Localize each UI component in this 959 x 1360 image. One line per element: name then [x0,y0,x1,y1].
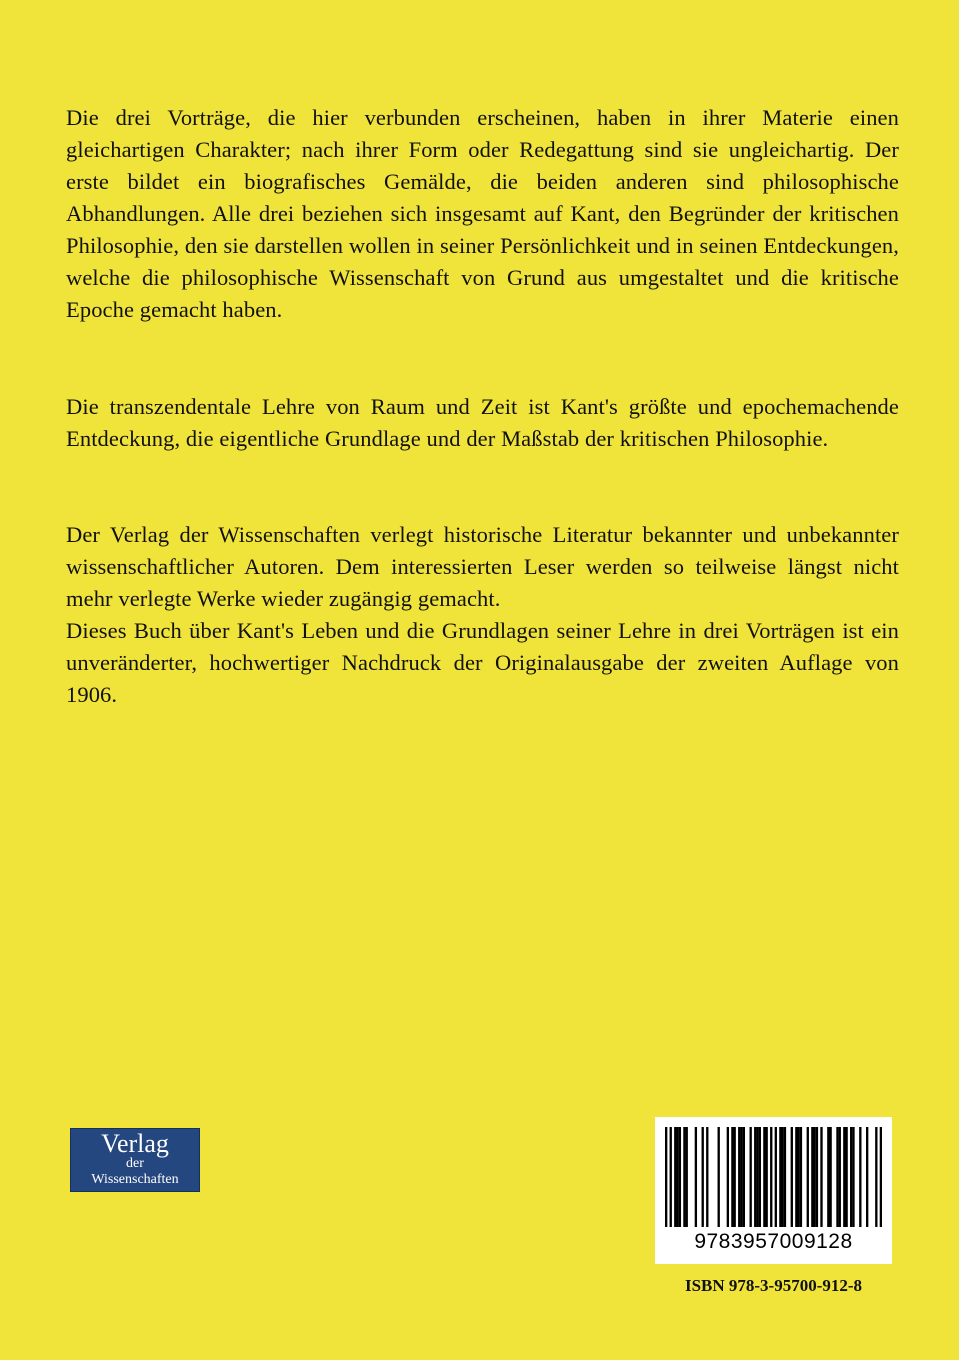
barcode-bar [763,1127,765,1227]
barcode-bar [795,1127,797,1227]
barcode-bar [850,1127,852,1227]
isbn-label: ISBN 978-3-95700-912-8 [684,1276,863,1295]
barcode-bar [816,1127,818,1227]
barcode-bar [775,1127,777,1227]
barcode-bar [781,1127,783,1227]
barcode-bar [740,1127,742,1227]
barcode-bar [743,1127,745,1227]
barcode-bar [759,1127,761,1227]
barcode-bar [731,1127,733,1227]
barcode-bar [727,1127,729,1227]
barcode-bar [866,1127,868,1227]
barcode-bar [756,1127,758,1227]
barcode-bar [811,1127,813,1227]
publisher-logo [70,1128,200,1192]
barcode-bar [813,1127,815,1227]
barcode-bar [800,1127,802,1227]
logo-line-verlag: Verlag [101,1129,169,1158]
barcode-bar [820,1127,822,1227]
barcode-bar [766,1127,768,1227]
barcode-bar [683,1127,685,1227]
logo-line-der: der [126,1156,144,1171]
barcode-bar [676,1127,678,1227]
description-paragraph-1 [66,102,899,326]
barcode-bar [875,1127,877,1227]
barcode-bar [829,1127,831,1227]
barcode-bar [845,1127,847,1227]
barcode-bar [836,1127,838,1227]
barcode-bar [695,1127,697,1227]
barcode-bar [784,1127,786,1227]
barcode-bar [734,1127,736,1227]
barcode-bar [754,1127,756,1227]
barcode-bar [880,1127,882,1227]
paragraph-text: Die drei Vorträge, die hier verbunden erscheinen, haben in ihrer Materie einen gleichartigen Charakter; nach ihrer Form oder Redegattung sind sie ungleichartig. Der erste bildet ein biografisches Gemälde, die beiden anderen sind philosophische Abhandlungen. Alle drei beziehen sich insgesamt auf Kant, den Begründer der kritischen Philosophie, den sie darstellen wollen in seiner Persönlichkeit und in seinen Entdeckungen, welche die philosophische Wissenschaft von Grund aus umgestaltet und die kritische Epoche gemacht haben. [66,105,899,322]
barcode-bar [706,1127,708,1227]
description-paragraph-2 [66,391,899,455]
barcode-bar [859,1127,861,1227]
barcode-bar [852,1127,854,1227]
logo-line-wissenschaften: Wissenschaften [91,1172,179,1187]
barcode-bar [718,1127,720,1227]
barcode-bar [738,1127,740,1227]
paragraph-text: Die transzendentale Lehre von Raum und Zeit ist Kant's größte und epochemachende Entdeckung, die eigentliche Grundlage und der Maßstab der kritischen Philosophie. [66,394,899,451]
barcode [655,1117,892,1264]
barcode-digits: 9783957009128 [694,1230,853,1253]
publisher-description: Der Verlag der Wissenschaften verlegt historische Literatur bekannter und unbekannter wissenschaftlicher Autoren. Dem interessierten Leser werden so teilweise längst nicht mehr verlegte Werke wieder zugängig gemacht. [66,522,899,611]
barcode-bar [679,1127,681,1227]
reprint-note: Dieses Buch über Kant's Leben und die Grundlagen seiner Lehre in drei Vorträgen ist ein unveränderter, hochwertiger Nachdruck der Originalausgabe der zweiten Auflage von 1906. [66,618,899,707]
barcode-bar [797,1127,799,1227]
barcode-bar [807,1127,809,1227]
barcode-bar [827,1127,829,1227]
barcode-bar [674,1127,676,1227]
barcode-bar [686,1127,688,1227]
barcode-bar [665,1127,667,1227]
barcode-bar [750,1127,752,1227]
barcode-bar [791,1127,793,1227]
barcode-icon [665,1127,882,1227]
barcode-bar [770,1127,772,1227]
barcode-bar [839,1127,841,1227]
barcode-bar [670,1127,672,1227]
barcode-bar [702,1127,704,1227]
barcode-bar [779,1127,781,1227]
publisher-paragraphs [66,519,899,711]
barcode-bar [843,1127,845,1227]
